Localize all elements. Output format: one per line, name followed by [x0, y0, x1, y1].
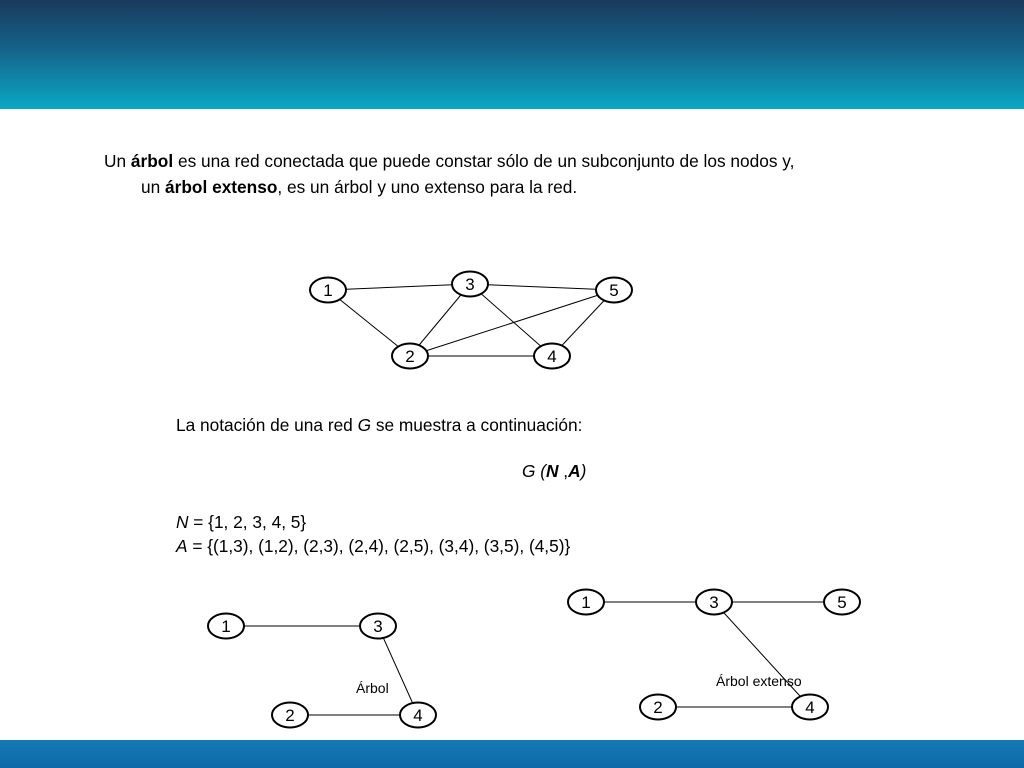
node-label-4: 4: [547, 347, 557, 366]
node-label-1: 1: [221, 617, 231, 636]
term-arbol-extenso: árbol extenso: [165, 177, 278, 197]
formula-g: G (: [522, 461, 546, 481]
tree-graph: [208, 614, 436, 728]
node-set-values: = {1, 2, 3, 4, 5}: [188, 512, 307, 532]
node-label-1: 1: [323, 281, 333, 300]
formula-n: N: [546, 461, 559, 481]
spanning-tree-caption: Árbol extenso: [716, 673, 802, 689]
notation-text: se muestra a continuación:: [371, 415, 583, 435]
node-label-3: 3: [465, 275, 475, 294]
var-n: N: [176, 512, 189, 532]
network-graph: [310, 272, 632, 369]
var-g: G: [357, 415, 372, 435]
intro-text: es una red conectada que puede constar sólo de un subconjunto de los nodos y,: [173, 151, 795, 171]
node-label-3: 3: [373, 617, 383, 636]
edge-3-4: [714, 602, 810, 707]
edge-1-3: [328, 284, 470, 290]
intro-text: , es un árbol y uno extenso para la red.: [277, 177, 578, 197]
node-label-2: 2: [653, 698, 663, 717]
term-arbol: árbol: [130, 151, 174, 171]
tree-caption: Árbol: [356, 680, 389, 696]
edge-3-5: [470, 284, 614, 290]
node-label-3: 3: [709, 593, 719, 612]
node-label-1: 1: [581, 593, 591, 612]
intro-text: un: [141, 177, 166, 197]
var-a: A: [176, 536, 188, 556]
edge-3-4: [470, 284, 552, 356]
node-label-5: 5: [837, 593, 847, 612]
node-label-2: 2: [405, 347, 415, 366]
intro-text: Un: [104, 151, 131, 171]
arc-set-values: = {(1,3), (1,2), (2,3), (2,4), (2,5), (3,4), (3,5), (4,5)}: [187, 536, 571, 556]
node-label-2: 2: [285, 706, 295, 725]
formula-comma: ,: [558, 461, 569, 481]
notation-text: La notación de una red: [176, 415, 358, 435]
node-label-4: 4: [413, 706, 423, 725]
node-label-4: 4: [805, 698, 815, 717]
node-label-5: 5: [609, 281, 619, 300]
spanning-tree-graph: [568, 590, 860, 720]
formula-close: ): [580, 461, 587, 481]
footer-band: [0, 740, 1024, 768]
formula-a: A: [568, 461, 581, 481]
edge-3-4: [378, 626, 418, 715]
